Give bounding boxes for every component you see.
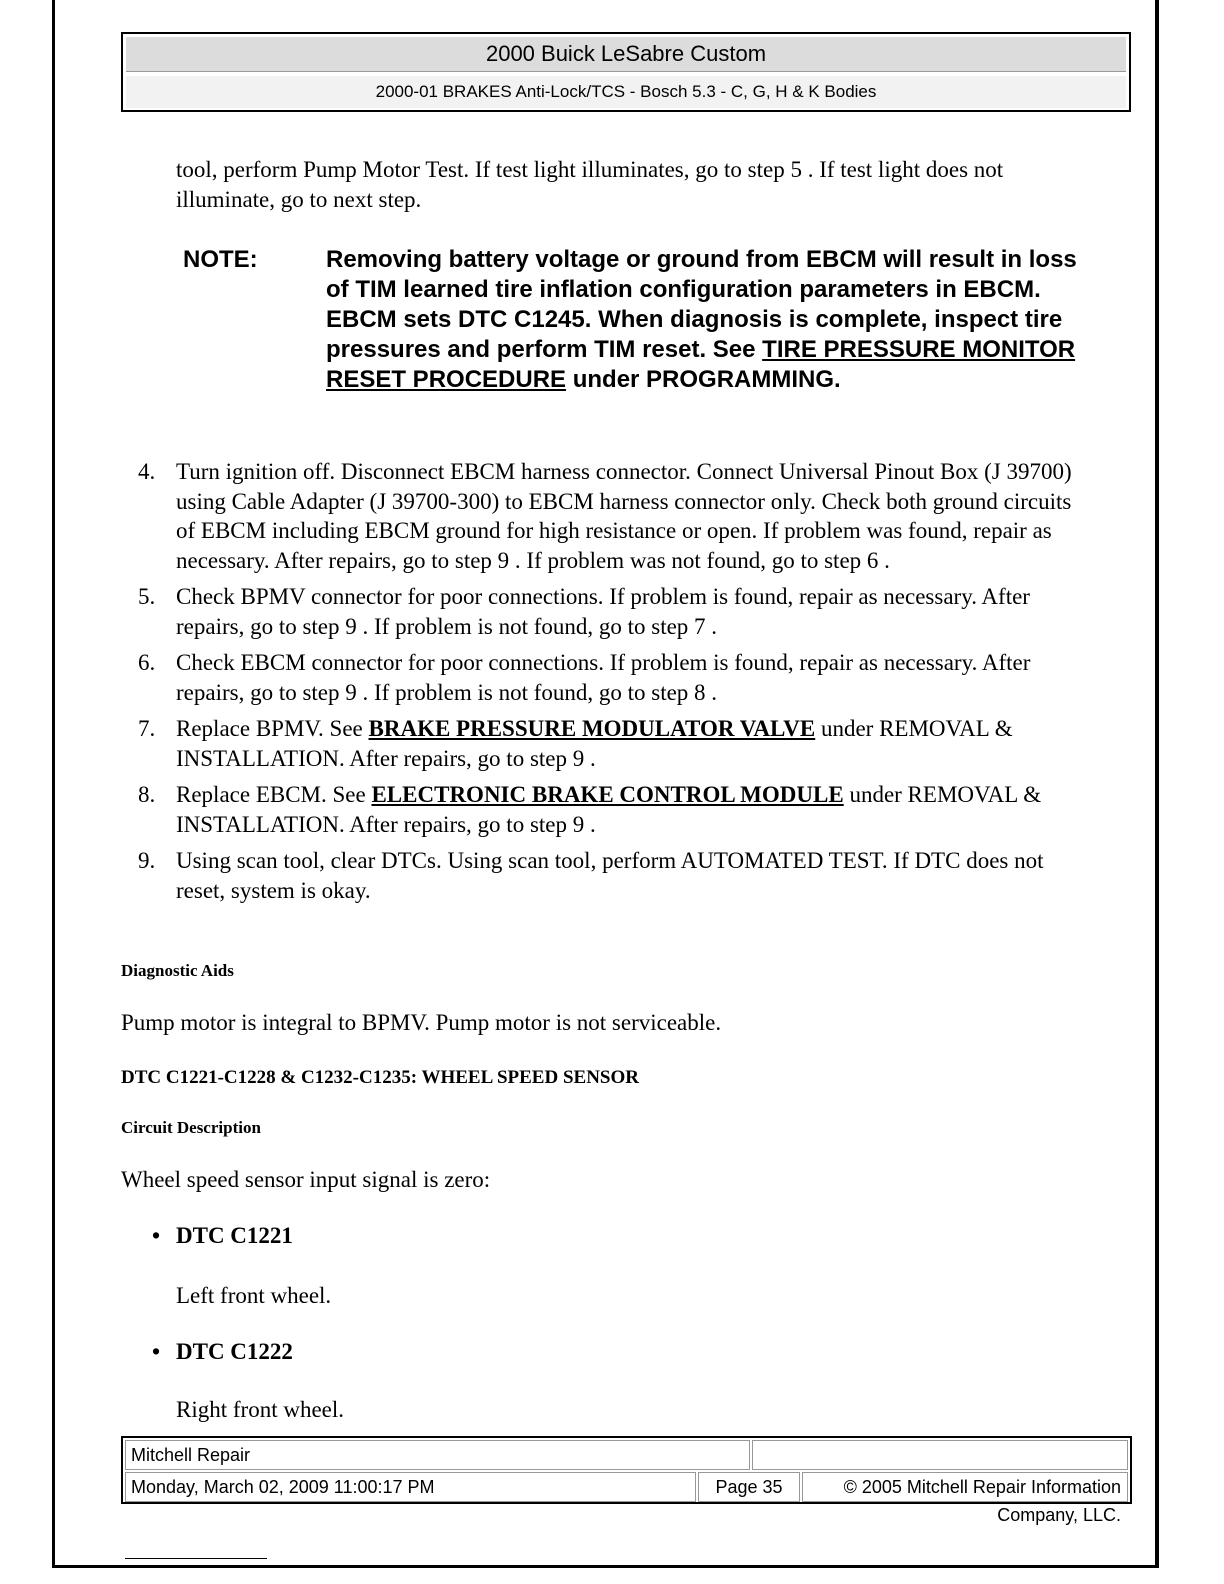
dtc-list-item xyxy=(152,1339,293,1365)
step-item xyxy=(130,648,1090,707)
dtc-heading: DTC C1221-C1228 & C1232-C1235: WHEEL SPEED SENSOR xyxy=(121,1067,639,1088)
step-text: Using scan tool, clear DTCs. Using scan tool, perform AUTOMATED TEST. If DTC does not reset, system is okay. xyxy=(176,848,1044,903)
dtc-list-item xyxy=(152,1223,293,1249)
step-item xyxy=(130,846,1090,905)
step-item xyxy=(130,780,1090,839)
step-item xyxy=(130,582,1090,641)
footer-empty-cell xyxy=(752,1440,1128,1470)
dtc-description: Left front wheel. xyxy=(176,1283,332,1308)
diagnostic-aids-heading: Diagnostic Aids xyxy=(121,961,234,980)
note-text-after: under PROGRAMMING. xyxy=(566,366,841,393)
bpmv-link[interactable]: BRAKE PRESSURE MODULATOR VALVE xyxy=(368,716,816,741)
ebcm-link[interactable]: ELECTRONIC BRAKE CONTROL MODULE xyxy=(371,782,844,807)
footer-copyright: © 2005 Mitchell Repair Information Company, LLC. xyxy=(802,1472,1128,1502)
note-label: NOTE: xyxy=(183,246,258,273)
page-frame-left xyxy=(52,0,55,1568)
circuit-description-text: Wheel speed sensor input signal is zero: xyxy=(121,1167,491,1192)
step-number: 5. xyxy=(138,584,156,609)
footer-publisher: Mitchell Repair xyxy=(125,1440,750,1470)
footer-page-number: Page 35 xyxy=(698,1472,800,1502)
step-item xyxy=(130,457,1090,575)
step-text-after: under REMOVAL & INSTALLATION. After repairs, go to step 9 . xyxy=(176,716,1013,771)
dtc-code: DTC C1221 xyxy=(176,1223,293,1248)
step-number: 9. xyxy=(138,848,156,873)
section-subtitle: 2000-01 BRAKES Anti-Lock/TCS - Bosch 5.3 - C, G, H & K Bodies xyxy=(126,76,1126,108)
bullet-icon: • xyxy=(152,1223,161,1248)
step-text: Turn ignition off. Disconnect EBCM harness connector. Connect Universal Pinout Box (J 39700) using Cable Adapter (J 39700-300) to EBCM harness connector only. Check both ground circuits of EBCM including EBCM ground for high resistance or open. If problem was found, repair as necessary. After repairs, go to step 9 . If problem was not found, go to step 6 . xyxy=(176,459,1072,573)
step-number: 4. xyxy=(138,459,156,484)
document-header xyxy=(121,32,1131,112)
tire-pressure-reset-link[interactable]: TIRE PRESSURE MONITOR RESET PROCEDURE xyxy=(326,336,1076,393)
dtc-code: DTC C1222 xyxy=(176,1339,293,1364)
footnote-rule xyxy=(125,1558,267,1559)
diagnostic-aids-text: Pump motor is integral to BPMV. Pump motor is not serviceable. xyxy=(121,1010,722,1035)
step-number: 6. xyxy=(138,650,156,675)
page-frame-bottom xyxy=(52,1565,1159,1568)
step-number: 7. xyxy=(138,716,156,741)
step-text: Check BPMV connector for poor connections. If problem is found, repair as necessary. After repairs, go to step 9 . If problem is not found, go to step 7 . xyxy=(176,584,1030,639)
document-footer xyxy=(121,1436,1132,1525)
circuit-description-heading: Circuit Description xyxy=(121,1118,261,1137)
footer-date: Monday, March 02, 2009 11:00:17 PM xyxy=(125,1472,696,1502)
continued-step-text: tool, perform Pump Motor Test. If test light illuminates, go to step 5 . If test light does not illuminate, go to next step. xyxy=(176,157,1004,212)
bullet-icon: • xyxy=(152,1339,161,1364)
step-text-before: Replace BPMV. See xyxy=(176,716,369,741)
step-item xyxy=(130,714,1090,773)
step-number: 8. xyxy=(138,782,156,807)
page-frame-right xyxy=(1155,0,1159,1568)
dtc-description: Right front wheel. xyxy=(176,1397,344,1422)
procedure-steps xyxy=(130,457,1090,912)
vehicle-title: 2000 Buick LeSabre Custom xyxy=(126,37,1126,72)
note-text-before: Removing battery voltage or ground from EBCM will result in loss of TIM learned tire inflation configuration parameters in EBCM. EBCM sets DTC C1245. When diagnosis is complete, inspect tire pressures and perform TIM reset. See xyxy=(326,246,1077,363)
step-text-after: under REMOVAL & INSTALLATION. After repairs, go to step 9 . xyxy=(176,782,1042,837)
step-text-before: Replace EBCM. See xyxy=(176,782,372,807)
note-text xyxy=(326,245,1101,395)
step-text: Check EBCM connector for poor connections. If problem is found, repair as necessary. After repairs, go to step 9 . If problem is not found, go to step 8 . xyxy=(176,650,1031,705)
